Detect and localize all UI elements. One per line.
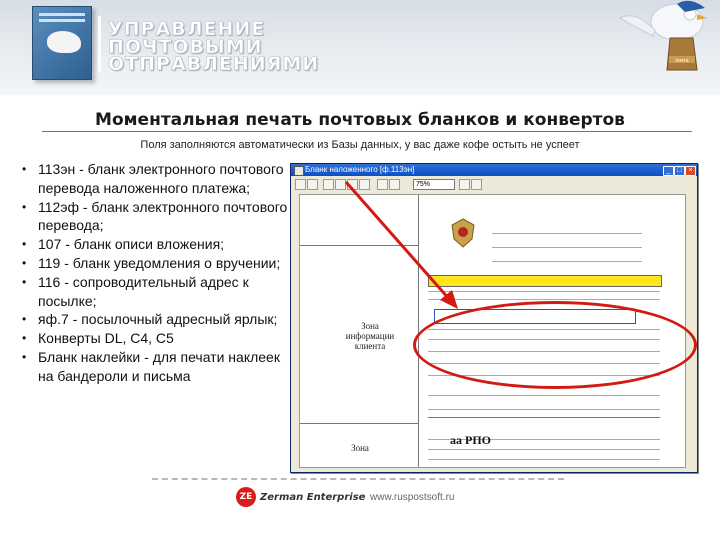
list-item: • 119 - бланк уведомления о вручении; xyxy=(22,254,294,273)
list-item: • Конверты DL, C4, C5 xyxy=(22,329,294,348)
highlight-arrow-icon xyxy=(340,178,470,313)
product-title-line-1: УПРАВЛЕНИЕ xyxy=(108,18,266,40)
rpo-label: аа РПО xyxy=(450,433,491,447)
list-item: • Бланк наклейки - для печати наклеек на бандероли и письма xyxy=(22,348,294,386)
pigeon-mascot-icon xyxy=(615,0,715,95)
maximize-button[interactable]: □ xyxy=(674,166,685,176)
window-title: Бланк наложенного [ф.113эн] xyxy=(305,165,415,174)
form-list xyxy=(22,160,294,386)
footer-divider xyxy=(152,478,564,480)
minimize-button[interactable]: _ xyxy=(663,166,674,176)
divider xyxy=(98,16,101,72)
header-banner xyxy=(0,0,720,95)
window-titlebar xyxy=(291,164,697,176)
save-icon[interactable] xyxy=(307,179,318,190)
product-title-line-3: ОТПРАВЛЕНИЯМИ xyxy=(108,53,320,75)
zone-label: Зона xyxy=(351,443,369,453)
list-item: • яф.7 - посылочный адресный ярлык; xyxy=(22,310,294,329)
dove-icon xyxy=(47,31,81,53)
title-underline xyxy=(42,131,692,132)
zoom-select[interactable]: 75% xyxy=(413,179,455,190)
page-setup-icon[interactable] xyxy=(471,179,482,190)
close-button[interactable]: × xyxy=(685,166,696,176)
bag-label: почта xyxy=(675,58,689,64)
list-item: • 116 - сопроводительный адрес к посылке; xyxy=(22,273,294,311)
list-item: • 112эф - бланк электронного почтового перевода; xyxy=(22,198,294,236)
highlight-oval xyxy=(413,301,697,389)
product-title-line-2: ПОЧТОВЫМИ xyxy=(108,36,263,58)
product-box-image xyxy=(32,6,92,80)
print-icon[interactable] xyxy=(295,179,306,190)
page-title: Моментальная печать почтовых бланков и конвертов xyxy=(95,110,625,130)
first-page-icon[interactable] xyxy=(323,179,334,190)
client-info-zone: Зона информации клиента xyxy=(345,321,395,351)
app-icon xyxy=(294,166,304,176)
list-item: • 107 - бланк описи вложения; xyxy=(22,235,294,254)
brand-name: Zerman Enterprise xyxy=(260,492,366,503)
page-subtitle: Поля заполняются автоматически из Базы данных, у вас даже кофе остыть не успеет xyxy=(140,139,580,151)
website-url[interactable]: www.ruspostsoft.ru xyxy=(370,492,455,503)
zerman-logo-icon: ZE xyxy=(236,487,256,507)
list-item: • 113эн - бланк электронного почтового перевода наложенного платежа; xyxy=(22,160,294,198)
